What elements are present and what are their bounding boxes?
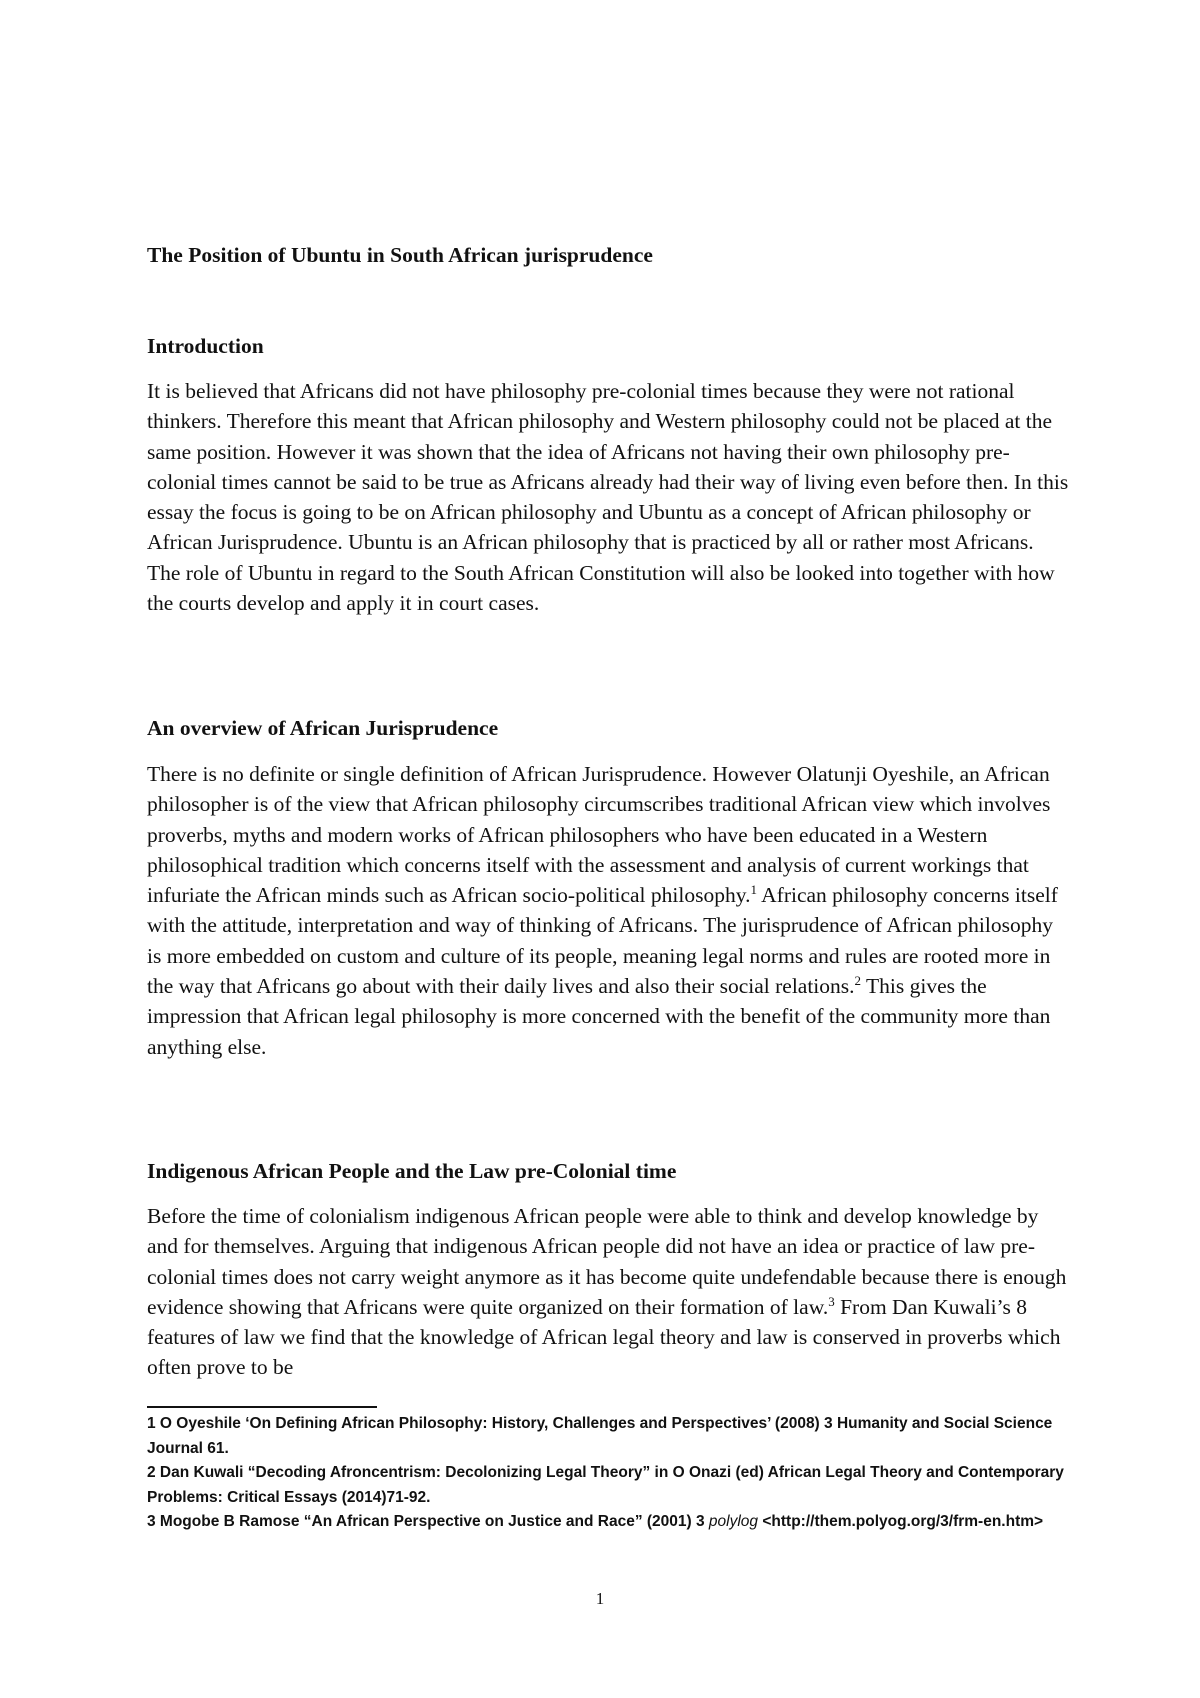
footnote-3 xyxy=(147,1510,1067,1535)
section-heading-overview: An overview of African Jurisprudence xyxy=(147,716,499,740)
paragraph-introduction: It is believed that Africans did not have philosophy pre-colonial times because they were not rational thinkers. Therefore this meant that African philosophy and Western philosophy could not be placed at the same position. However it was shown that the idea of Africans not having their own philosophy pre-colonial times cannot be said to be true as Africans already had their way of living even before then. In this essay the focus is going to be on African philosophy and Ubuntu as a concept of African philosophy or African Jurisprudence. Ubuntu is an African philosophy that is practiced by all or rather most Africans. The role of Ubuntu in regard to the South African Constitution will also be looked into together with how the courts develop and apply it in court cases. xyxy=(147,379,1069,616)
paragraph-text: There is no definite or single definition of African Jurisprudence. However Olatunji Oyeshile, an African philosopher is of the view that African philosophy circumscribes traditional African view which involves proverbs, myths and modern works of African philosophers who have been educated in a Western philosophical tradition which concerns itself with the assessment and analysis of current workings that infuriate the African minds such as African socio-political philosophy. xyxy=(147,762,1051,908)
section-heading-introduction: Introduction xyxy=(147,334,264,358)
footnote-separator xyxy=(147,1406,377,1408)
footnote-2: 2 Dan Kuwali “Decoding Afroncentrism: Decolonizing Legal Theory” in O Onazi (ed) African Legal Theory and Contemporary Problems: Critical Essays (2014)71-92. xyxy=(147,1464,1064,1506)
footnote-reference-3: 3 xyxy=(828,1293,835,1309)
footnote-1: 1 O Oyeshile ‘On Defining African Philosophy: History, Challenges and Perspectives’ (2008) 3 Humanity and Social Science Journal 61. xyxy=(147,1415,1053,1457)
document-title: The Position of Ubuntu in South African jurisprudence xyxy=(147,243,653,267)
footnote-reference-2: 2 xyxy=(854,973,862,989)
footnote-link-text: <http://them.polyog.org/3/frm-en.htm> xyxy=(758,1513,1044,1531)
paragraph-text: From Dan Kuwali’s 8 features of law we find that the knowledge of African legal theory and law is conserved in proverbs which often prove to be xyxy=(147,1294,1061,1380)
paragraph-text: African philosophy concerns itself with the attitude, interpretation and way of thinking of Africans. The jurisprudence of African philosophy is more embedded on custom and culture of its people, meaning legal norms and rules are rooted more in the way that Africans go about with their daily lives and also their social relations. xyxy=(147,883,1058,999)
paragraph-text: This gives the impression that African legal philosophy is more concerned with the benefit of the community more than anything else. xyxy=(147,974,1051,1059)
paragraph-indigenous xyxy=(147,1201,1069,1383)
section-heading-indigenous: Indigenous African People and the Law pre-Colonial time xyxy=(147,1159,677,1183)
paragraph-overview xyxy=(147,759,1069,1062)
footnote-italic-title: polylog xyxy=(708,1513,759,1531)
footnote-reference-1: 1 xyxy=(750,882,757,898)
page-number: 1 xyxy=(595,1589,605,1608)
footnotes xyxy=(147,1412,1067,1535)
paragraph-text: Before the time of colonialism indigenous African people were able to think and develop knowledge by and for themselves. Arguing that indigenous African people did not have an idea or practice of law pre-colonial times does not carry weight anymore as it has become quite undefendable because there is enough evidence showing that Africans were quite organized on their formation of law. xyxy=(147,1204,1067,1319)
footnote-text: 3 Mogobe B Ramose “An African Perspective on Justice and Race” (2001) 3 xyxy=(147,1513,709,1531)
